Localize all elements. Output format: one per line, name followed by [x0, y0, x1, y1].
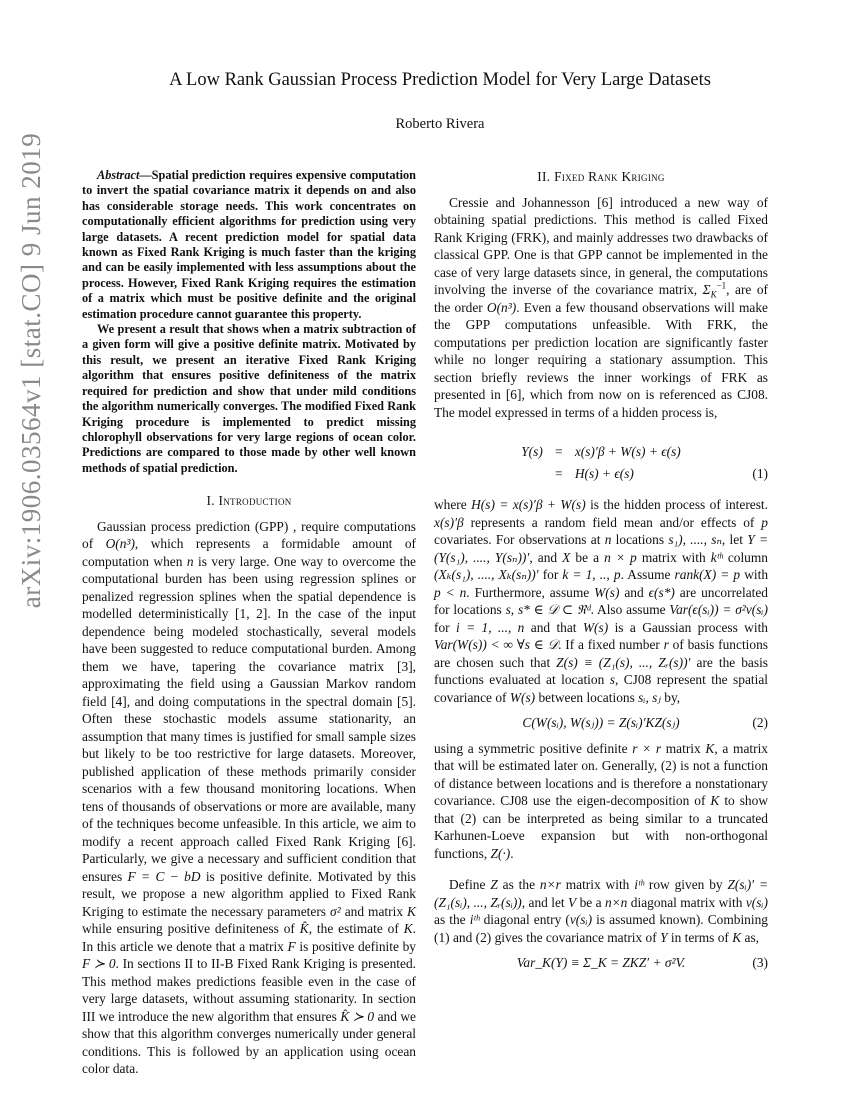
- frk-paragraph-1: Cressie and Johannesson [6] introduced a new way of obtaining spatial predictions. This method is called Fixed Rank Kriging (FRK), and mainly addresses two drawbacks of classical GPP. One is that GPP cannot be implemented in the case of very large datasets since, in general, the computations involving the inverse of the covariance matrix, $\Sigma_K^{-1}$, are of the order O(n³). Even a few thousand observations will make the GPP computations unfeasible. With FRK, the computations per prediction location are significantly faster while no longer requiring a stationary assumption. This section briefly reviews the inner workings of FRK as presented in [6], which from now on is referenced as CJ08. The model expressed in terms of a hidden process is,: [434, 194, 769, 420]
- equation-2: C(W(sᵢ), W(sⱼ)) = Z(sᵢ)′KZ(sⱼ) (2): [522, 715, 768, 730]
- frk-paragraph-4: Define Z as the n×r matrix with iᵗʰ row given by Z(sᵢ)′ = (Z₁(sᵢ), ..., Zᵣ(sᵢ)), and let V be a n×n diagonal matrix with v(sᵢ) as the iᵗʰ diagonal entry (v(sᵢ) is assumed known). Combining (1) and (2) gives the covariance matrix of Y in terms of K as,: [434, 877, 769, 945]
- equation-3-number: (3): [752, 955, 768, 970]
- equation-1: Y(s) = x(s)′β + W(s) + ϵ(s) = H(s) + ϵ(s) (1): [521, 444, 768, 481]
- frk-paragraph-2: where H(s) = x(s)′β + W(s) is the hidden process of interest. x(s)′β represents a random field mean and/or effects of p covariates. For observations at n locations s₁), ...., sₙ, let Y = (Y(s₁), ...., Y(sₙ))′, and X be a n × p matrix with kᵗʰ column (Xₖ(s₁), ...., Xₖ(sₙ))′ for k = 1, .., p. Assume rank(X) = p with p < n. Furthermore, assume W(s) and ϵ(s*) are uncorrelated for locations s, s* ∈ 𝒟 ⊂ ℜᵈ. Also assume Var(ϵ(sᵢ)) = σ²v(sᵢ) for i = 1, ..., n and that W(s) is a Gaussian process with Var(W(s)) < ∞ ∀s ∈ 𝒟. If a fixed number r of basis functions are chosen such that Z(s) ≡ (Z₁(s), ..., Zᵣ(s))′ are the basis functions evaluated at location s, CJ08 represent the spatial covariance of W(s) between locations sᵢ, sⱼ by,: [434, 497, 769, 705]
- abstract-label: Abstract: [97, 168, 140, 182]
- equation-2-number: (2): [752, 715, 768, 730]
- equation-3: Var_K(Y) ≡ Σ_K = ZKZ′ + σ²V. (3): [516, 955, 768, 970]
- section-heading-fixed-rank-kriging: II. Fixed Rank Kriging: [537, 169, 665, 184]
- right-column: [434, 168, 768, 972]
- left-column: [82, 168, 416, 1078]
- paper-title: A Low Rank Gaussian Process Prediction Model for Very Large Datasets: [169, 70, 711, 90]
- abstract-paragraph-1: Abstract—Spatial prediction requires expensive computation to invert the spatial covariance matrix it depends on and also has considerable storage needs. This work concentrates on computationally efficient algorithms for prediction using very large datasets. A recent prediction model for spatial data known as Fixed Rank Kriging is much faster than the kriging and can be easily implemented with less assumptions about the process. However, Fixed Rank Kriging requires the estimation of a matrix which must be positive definite and the original estimation procedure cannot guarantee this property.: [82, 168, 416, 321]
- arxiv-identifier-text: arXiv:1906.03564v1 [stat.CO] 9 Jun 2019: [16, 132, 47, 608]
- paper-author: Roberto Rivera: [395, 116, 485, 132]
- intro-paragraph: Gaussian process prediction (GPP) , require computations of O(n³), which represents a formidable amount of computation when n is very large. One way to overcome the computational burden has been using regression splines or penalized regression splines when the spatial dependence is modelled deterministically [1, 2]. In the case of the input dependence being modeled stochastically, several models have been suggested to reduce computational burden. Among them we have, tapering the covariance matrix [3], approximating the field using a Gaussian Markov random field [4], and doing computations in the spectral domain [5]. Often these stochastic models assume stationarity, an assumption that many times is justified for small sample sizes but likely to be too restrictive for large datasets. Moreover, published application of these methods primarily consider scenarios with a few thousand monitoring locations. When tens of thousands of observations or more are available, many of the techniques become unfeasible. In this article, we aim to modify a recent approach called Fixed Rank Kriging [6]. Particularly, we give a necessary and sufficient condition that ensures F = C − bD is positive definite. Motivated by this result, we propose a new algorithm applied to Fixed Rank Kriging to estimate the necessary parameters σ² and matrix K while ensuring positive definiteness of K̂, the estimate of K. In this article we denote that a matrix F is positive definite by F ≻ 0. In sections II to II-B Fixed Rank Kriging is presented. This method makes predictions feasible even in the case of very large datasets, without assuming stationarity. In section III we introduce the new algorithm that ensures K̂ ≻ 0 and we show that this algorithm converges numerically under general conditions. This is followed by an application using ocean color data.: [82, 518, 416, 1077]
- equation-1-number: (1): [752, 466, 768, 481]
- abstract-paragraph-2: We present a result that shows when a matrix subtraction of a given form will give a positive definite matrix. Motivated by this result, we present an iterative Fixed Rank Kriging algorithm that ensures positive definiteness of the matrix required for prediction and show that under mild conditions the algorithm numerically converges. The modified Fixed Rank Kriging procedure is implemented to predict missing chlorophyll observations for very large regions of ocean color. Predictions are compared to those made by other well known methods of spatial prediction.: [82, 322, 416, 475]
- frk-paragraph-3: using a symmetric positive definite r × r matrix K, a matrix that will be estimated later on. Generally, (2) is not a function of distance between locations and is therefore a nonstationary covariance. CJ08 use the eigen-decomposition of K to show that (2) can be interpreted as being similar to a truncated Karhunen-Loeve expansion but with non-orthogonal functions, Z(·).: [434, 740, 768, 861]
- section-heading-introduction: I. Introduction: [206, 493, 292, 509]
- arxiv-identifier: [14, 50, 50, 690]
